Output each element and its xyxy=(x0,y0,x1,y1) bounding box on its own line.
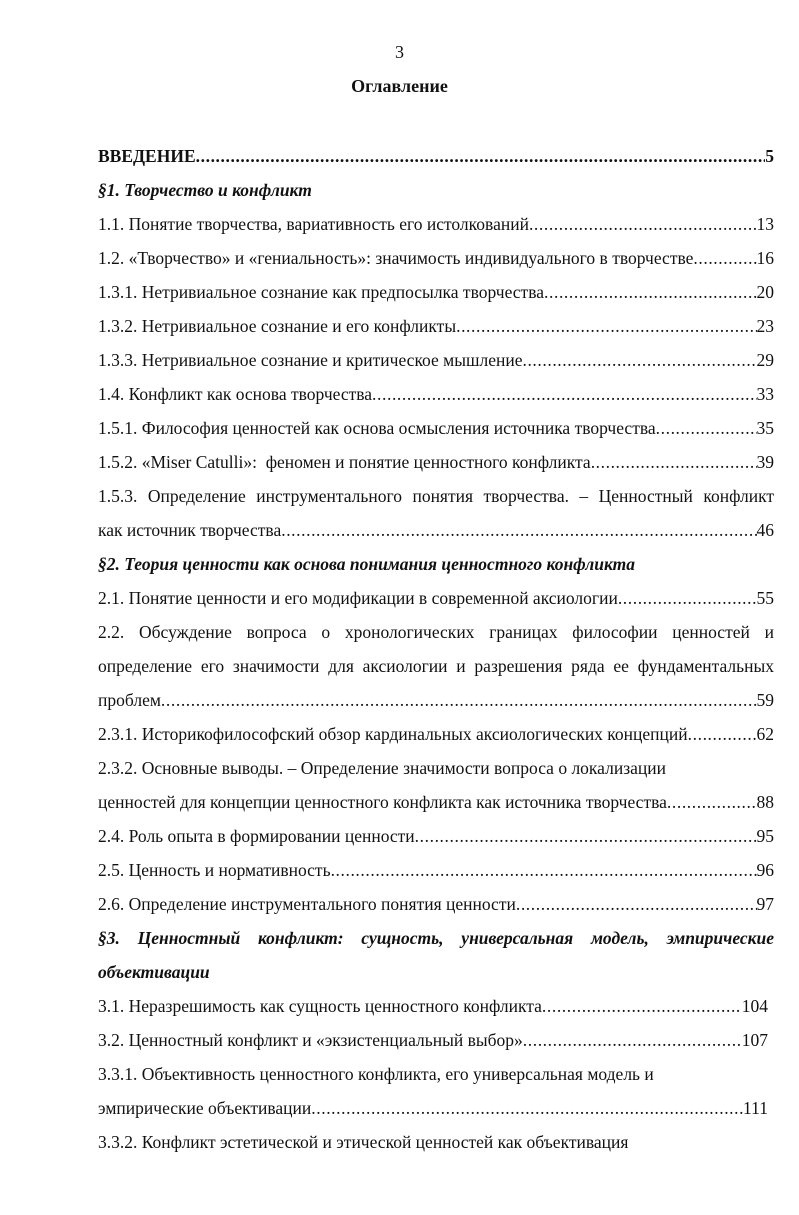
leader-dots xyxy=(618,581,757,615)
toc-entry-text: 2.1. Понятие ценности и его модификации в современной аксиологии xyxy=(98,588,618,608)
leader-dots xyxy=(456,309,756,343)
toc-entry-page: 59 xyxy=(756,690,774,710)
toc-entry-text: ценностей для концепции ценностного конфликта как источника творчества xyxy=(98,792,667,812)
toc-entry-wrapped[interactable] xyxy=(98,649,774,683)
toc-entry-page: 39 xyxy=(756,452,774,472)
toc-entry-text: 2.4. Роль опыта в формировании ценности xyxy=(98,826,415,846)
toc-entry-text: 1.3.1. Нетривиальное сознание как предпосылка творчества xyxy=(98,282,545,302)
toc-entry-page: 16 xyxy=(756,248,774,268)
toc-entry-text: 1.1. Понятие творчества, вариативность его истолкований xyxy=(98,214,529,234)
leader-dots xyxy=(161,683,757,717)
toc-entry-text: эмпирические объективации xyxy=(98,1098,312,1118)
leader-dots xyxy=(523,1023,742,1057)
toc-entry[interactable] xyxy=(98,853,774,887)
leader-dots xyxy=(311,1091,743,1125)
toc-section-heading-cont[interactable] xyxy=(98,955,774,989)
toc-entry-text: 2.3.1. Историкофилософский обзор кардинальных аксиологических концепций xyxy=(98,724,688,744)
toc-section-heading[interactable] xyxy=(98,921,774,955)
toc-entry-text: определение его значимости для аксиологии и разрешения ряда ее фундаментальных xyxy=(98,656,774,676)
toc-entry-page: 5 xyxy=(765,146,774,166)
table-of-contents xyxy=(98,139,774,1159)
toc-entry-text: как источник творчества xyxy=(98,520,282,540)
toc-entry-page: 96 xyxy=(756,860,774,880)
toc-entry-text: 1.2. «Творчество» и «гениальность»: значимость индивидуального в творчестве xyxy=(98,248,694,268)
toc-entry-text: 2.3.2. Основные выводы. – Определение значимости вопроса о локализации xyxy=(98,758,666,778)
toc-entry-page: 13 xyxy=(756,214,774,234)
leader-dots xyxy=(688,717,757,751)
leader-dots xyxy=(656,411,757,445)
toc-entry-text: §2. Теория ценности как основа понимания ценностного конфликта xyxy=(98,554,635,574)
toc-entry[interactable] xyxy=(98,683,774,717)
leader-dots xyxy=(372,377,756,411)
toc-entry-wrapped[interactable] xyxy=(98,615,774,649)
toc-entry-text: 2.2. Обсуждение вопроса о хронологических границах философии ценностей и xyxy=(98,622,774,642)
toc-entry[interactable] xyxy=(98,1023,768,1057)
leader-dots xyxy=(196,139,766,173)
toc-entry-text: 1.3.3. Нетривиальное сознание и критическое мышление xyxy=(98,350,523,370)
toc-entry-page: 104 xyxy=(741,996,768,1016)
toc-entry-text: 3.1. Неразрешимость как сущность ценностного конфликта xyxy=(98,996,542,1016)
leader-dots xyxy=(415,819,757,853)
toc-entry[interactable] xyxy=(98,411,774,445)
toc-entry-text: §1. Творчество и конфликт xyxy=(98,180,312,200)
toc-entry-text: 2.6. Определение инструментального понятия ценности xyxy=(98,894,516,914)
toc-entry-page: 111 xyxy=(743,1098,768,1118)
toc-entry[interactable] xyxy=(98,887,774,921)
toc-entry-text: ВВЕДЕНИЕ xyxy=(98,146,196,166)
toc-entry-page: 95 xyxy=(756,826,774,846)
toc-entry[interactable] xyxy=(98,445,774,479)
toc-section-heading[interactable] xyxy=(98,173,774,207)
toc-entry[interactable] xyxy=(98,241,774,275)
toc-entry[interactable] xyxy=(98,309,774,343)
toc-entry-text: объективации xyxy=(98,962,210,982)
toc-entry-page: 62 xyxy=(756,724,774,744)
toc-entry[interactable] xyxy=(98,377,774,411)
toc-entry-text: §3. Ценностный конфликт: сущность, универсальная модель, эмпирические xyxy=(98,928,774,948)
toc-title: Оглавление xyxy=(351,76,448,96)
toc-entry-page: 88 xyxy=(756,792,774,812)
leader-dots xyxy=(522,343,756,377)
toc-entry-wrapped[interactable] xyxy=(98,751,774,785)
toc-entry-page: 29 xyxy=(756,350,774,370)
leader-dots xyxy=(667,785,757,819)
toc-entry-text: 3.3.1. Объективность ценностного конфликта, его универсальная модель и xyxy=(98,1064,654,1084)
toc-entry-text: проблем xyxy=(98,690,161,710)
toc-entry-text: 1.3.2. Нетривиальное сознание и его конфликты xyxy=(98,316,457,336)
toc-entry-text: 3.2. Ценностный конфликт и «экзистенциальный выбор» xyxy=(98,1030,523,1050)
leader-dots xyxy=(591,445,757,479)
toc-entry[interactable] xyxy=(98,1091,768,1125)
toc-entry-page: 55 xyxy=(756,588,774,608)
toc-entry[interactable] xyxy=(98,819,774,853)
toc-entry-page: 23 xyxy=(756,316,774,336)
toc-entry-page: 107 xyxy=(741,1030,768,1050)
toc-entry-page: 33 xyxy=(756,384,774,404)
toc-entry-page: 35 xyxy=(756,418,774,438)
toc-entry[interactable] xyxy=(98,581,774,615)
toc-entry-text: 1.5.3. Определение инструментального понятия творчества. – Ценностный конфликт xyxy=(98,486,774,506)
toc-entry[interactable] xyxy=(98,717,774,751)
leader-dots xyxy=(693,241,756,275)
page-number: 3 xyxy=(395,42,404,62)
toc-entry-text: 2.5. Ценность и нормативность xyxy=(98,860,331,880)
leader-dots xyxy=(542,989,742,1023)
toc-entry[interactable] xyxy=(98,343,774,377)
toc-entry-text: 1.5.2. «Miser Catulli»: феномен и понятие ценностного конфликта xyxy=(98,452,591,472)
toc-entry[interactable] xyxy=(98,785,774,819)
leader-dots xyxy=(331,853,757,887)
toc-entry[interactable] xyxy=(98,989,768,1023)
toc-entry-text: 1.4. Конфликт как основа творчества xyxy=(98,384,373,404)
toc-entry-page: 46 xyxy=(756,520,774,540)
leader-dots xyxy=(529,207,757,241)
toc-entry[interactable] xyxy=(98,513,774,547)
leader-dots xyxy=(516,887,757,921)
toc-entry-wrapped[interactable] xyxy=(98,479,774,513)
toc-section-heading[interactable] xyxy=(98,547,774,581)
toc-entry-wrapped[interactable] xyxy=(98,1125,774,1159)
toc-entry-text: 1.5.1. Философия ценностей как основа осмысления источника творчества xyxy=(98,418,656,438)
leader-dots xyxy=(281,513,756,547)
toc-entry[interactable] xyxy=(98,207,774,241)
toc-entry-wrapped[interactable] xyxy=(98,1057,774,1091)
toc-entry-page: 97 xyxy=(756,894,774,914)
toc-entry-page: 20 xyxy=(756,282,774,302)
toc-entry-text: 3.3.2. Конфликт эстетической и этической ценностей как объективация xyxy=(98,1132,629,1152)
leader-dots xyxy=(544,275,756,309)
toc-entry[interactable] xyxy=(98,275,774,309)
toc-entry-introduction[interactable] xyxy=(98,139,774,173)
